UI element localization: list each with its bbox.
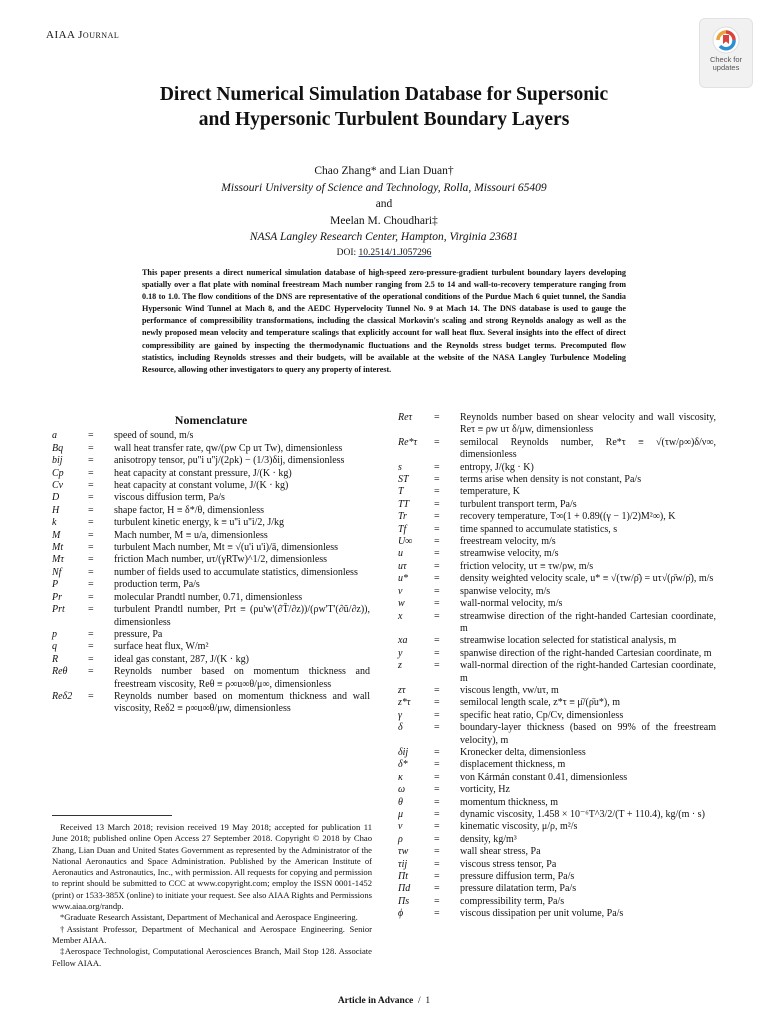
nomenclature-right-column — [398, 412, 716, 921]
nomenclature-entry — [398, 834, 716, 846]
nomenclature-entry — [52, 492, 370, 504]
doi-line — [60, 248, 708, 258]
nomenclature-entry — [52, 641, 370, 653]
nomenclature-equals: = — [434, 536, 440, 548]
nomenclature-entry — [398, 772, 716, 784]
nomenclature-entry — [398, 586, 716, 598]
nomenclature-definition: heat capacity at constant pressure, J/(K · kg) — [114, 467, 292, 479]
nomenclature-entry — [398, 896, 716, 908]
nomenclature-entry — [52, 666, 370, 691]
nomenclature-definition: semilocal length scale, z*τ ≡ μ̄/(ρ̄u*), m — [460, 697, 620, 709]
footnote: *Graduate Research Assistant, Department of Mechanical and Aerospace Engineering. — [60, 912, 358, 923]
nomenclature-symbol: u* — [398, 573, 408, 585]
nomenclature-entry — [398, 499, 716, 511]
nomenclature-definition: streamwise location selected for statistical analysis, m — [460, 635, 677, 647]
nomenclature-symbol: Prt — [52, 604, 65, 616]
nomenclature-definition: shape factor, H ≡ δ*/θ, dimensionless — [114, 504, 264, 516]
nomenclature-symbol: Mt — [52, 542, 64, 554]
nomenclature-entry — [52, 554, 370, 566]
nomenclature-entry — [398, 722, 716, 747]
nomenclature-symbol: v — [398, 585, 403, 597]
nomenclature-definition: wall-normal direction of the right-handed Cartesian coordinate, m — [460, 660, 716, 684]
nomenclature-symbol: Tr — [398, 511, 407, 523]
nomenclature-definition: streamwise velocity, m/s — [460, 548, 559, 560]
nomenclature-entry — [398, 412, 716, 437]
nomenclature-symbol: Πt — [398, 871, 408, 883]
nomenclature-symbol: Reτ — [398, 412, 413, 423]
nomenclature-entry — [398, 635, 716, 647]
nomenclature-definition: turbulent Prandtl number, Prt ≡ (ρu'w'(∂T̄/∂z))/(ρw'T'(∂ũ/∂z)), dimensionless — [114, 604, 370, 628]
nomenclature-heading: Nomenclature — [174, 413, 248, 427]
footnotes — [52, 822, 372, 969]
nomenclature-entry — [398, 598, 716, 610]
nomenclature-symbol: τij — [398, 858, 408, 870]
nomenclature-entry — [52, 604, 370, 629]
nomenclature-definition: Kronecker delta, dimensionless — [460, 746, 586, 758]
nomenclature-entry — [52, 455, 370, 467]
nomenclature-definition: streamwise direction of the right-handed Cartesian coordinate, m — [460, 610, 716, 634]
abstract: This paper presents a direct numerical simulation database of high-speed zero-pressure-gradient turbulent boundary layers developing spatially over a flat plate with nominal freestream Mach number ranging from 2.5 to 14 and wall-to-recovery temperature ranging from 0.18 to 1.0. The flow conditions of the DNS are representative of the operational conditions of the Purdue Mach 6 quiet tunnel, the Sandia Hypersonic Wind Tunnel at Mach 8, and the AEDC Hypervelocity Tunnel No. 9 at Mach 14. The DNS database is used to gauge the performance of compressibility transformations, including the classical Morkovin's scaling and strong Reynolds analogy as well as the newly proposed mean velocity and temperature scalings that explicitly account for wall heat flux. Several insights into the effect of direct compressibility are gained by inspecting the thermodynamic fluctuations and the Reynolds stress budget terms. Precomputed flow statistics, including Reynolds stresses and their budgets, will be available at the website of the NASA Langley Turbulence Modeling Resource, allowing other investigators to query any property of interest. — [142, 268, 626, 374]
nomenclature-equals: = — [434, 771, 440, 783]
nomenclature-equals: = — [434, 809, 440, 820]
nomenclature-entry — [52, 468, 370, 480]
nomenclature-definition: wall-normal velocity, m/s — [460, 598, 563, 610]
nomenclature-definition: density, kg/m³ — [460, 833, 517, 845]
nomenclature-definition: surface heat flux, W/m² — [114, 641, 209, 653]
nomenclature-definition: specific heat ratio, Cp/Cv, dimensionless — [460, 709, 624, 721]
nomenclature-equals: = — [434, 759, 440, 771]
nomenclature-equals: = — [88, 653, 94, 665]
authors-line-2: Meelan M. Choudhari‡ — [330, 214, 438, 227]
nomenclature-entry — [52, 517, 370, 529]
nomenclature-definition: viscous length, νw/uτ, m — [460, 684, 559, 696]
nomenclature-equals: = — [434, 833, 440, 845]
nomenclature-symbol: R — [52, 653, 59, 665]
nomenclature-equals: = — [88, 480, 94, 492]
nomenclature-symbol: D — [52, 492, 60, 504]
nomenclature-symbol: ν — [398, 821, 403, 833]
nomenclature-definition: pressure diffusion term, Pa/s — [460, 871, 575, 883]
nomenclature-definition: freestream velocity, m/s — [460, 536, 556, 548]
footer-label: Article in Advance — [337, 996, 414, 1006]
doi-link[interactable]: 10.2514/1.J057296 — [358, 248, 432, 258]
nomenclature-symbol: δ — [398, 722, 403, 734]
nomenclature-definition: turbulent Mach number, Mt ≡ √(u'i u'i)/ā, dimensionless — [114, 542, 339, 554]
nomenclature-entry — [398, 648, 716, 660]
nomenclature-equals: = — [88, 492, 94, 504]
nomenclature-symbol: zτ — [398, 684, 406, 696]
nomenclature-symbol: U∞ — [398, 536, 413, 548]
nomenclature-definition: von Kármán constant 0.41, dimensionless — [460, 771, 628, 783]
author-block — [60, 163, 708, 246]
nomenclature-symbol: M — [52, 529, 61, 541]
nomenclature-entry — [52, 430, 370, 442]
nomenclature-definition: recovery temperature, T∞(1 + 0.89((γ − 1)/2)M²∞), K — [460, 511, 676, 523]
nomenclature-symbol: Nf — [52, 566, 62, 578]
nomenclature-symbol: w — [398, 598, 405, 610]
nomenclature-symbol: bij — [52, 455, 63, 467]
nomenclature-symbol: Reδ2 — [52, 690, 73, 702]
nomenclature-symbol: y — [398, 647, 403, 659]
nomenclature-equals: = — [88, 579, 94, 591]
nomenclature-definition: turbulent transport term, Pa/s — [460, 498, 577, 510]
nomenclature-definition: momentum thickness, m — [460, 796, 559, 808]
footnote: †Assistant Professor, Department of Mechanical and Aerospace Engineering. Senior Member AIAA. — [52, 923, 372, 945]
nomenclature-symbol: δ* — [398, 759, 408, 771]
nomenclature-equals: = — [434, 660, 440, 672]
nomenclature-entry — [398, 437, 716, 462]
nomenclature-equals: = — [88, 504, 94, 516]
nomenclature-definition: kinematic viscosity, μ/ρ, m²/s — [460, 821, 578, 833]
nomenclature-definition: Reynolds number based on momentum thickness and wall viscosity, Reδ2 ≡ ρ∞u∞θ/μw, dimensionless — [114, 690, 370, 715]
nomenclature-equals: = — [434, 746, 440, 758]
nomenclature-equals: = — [88, 442, 94, 454]
nomenclature-equals: = — [434, 560, 440, 572]
nomenclature-definition: viscous diffusion term, Pa/s — [114, 492, 225, 504]
nomenclature-definition: vorticity, Hz — [460, 784, 510, 796]
nomenclature-symbol: δij — [398, 746, 409, 758]
nomenclature-definition: number of fields used to accumulate statistics, dimensionless — [114, 566, 358, 578]
nomenclature-equals: = — [434, 412, 440, 423]
nomenclature-equals: = — [88, 628, 94, 640]
nomenclature-definition: production term, Pa/s — [114, 579, 200, 591]
nomenclature-symbol: p — [52, 628, 57, 640]
nomenclature-equals: = — [434, 722, 440, 734]
nomenclature-definition: dynamic viscosity, 1.458 × 10⁻⁶T^3/2/(T + 110.4), kg/(m · s) — [460, 809, 705, 820]
nomenclature-symbol: Cp — [52, 467, 64, 479]
nomenclature-symbol: q — [52, 641, 57, 653]
nomenclature-entry — [52, 691, 370, 716]
nomenclature-symbol: Bq — [52, 442, 64, 454]
nomenclature-entry — [52, 567, 370, 579]
nomenclature-equals: = — [88, 641, 94, 653]
nomenclature-symbol: s — [398, 461, 402, 473]
nomenclature-symbol: θ — [398, 796, 403, 808]
nomenclature-entry — [398, 561, 716, 573]
nomenclature-entry — [398, 548, 716, 560]
nomenclature-entry — [398, 846, 716, 858]
nomenclature-equals: = — [434, 523, 440, 535]
nomenclature-symbol: Re*τ — [398, 436, 418, 448]
nomenclature-equals: = — [88, 690, 94, 702]
nomenclature-definition: anisotropy tensor, ρu''i u''j/(2ρk) − (1/3)δij, dimensionless — [114, 455, 345, 467]
nomenclature-definition: friction velocity, uτ ≡ τw/ρw, m/s — [460, 560, 594, 572]
nomenclature-symbol: z*τ — [398, 697, 411, 709]
nomenclature-entry — [398, 747, 716, 759]
footnote: ‡Aerospace Technologist, Computational Aerosciences Branch, Mail Stop 128. Associate Fellow AIAA. — [52, 946, 372, 968]
badge-line2: updates — [712, 63, 740, 72]
nomenclature-entry — [398, 908, 716, 920]
nomenclature-equals: = — [88, 666, 94, 678]
nomenclature-equals: = — [88, 591, 94, 603]
nomenclature-equals: = — [434, 610, 440, 622]
nomenclature-equals: = — [434, 511, 440, 523]
nomenclature-list-right — [398, 412, 716, 921]
nomenclature-definition: density weighted velocity scale, u* ≡ √(τw/ρ̄) = uτ√(ρ̄w/ρ̄), m/s — [460, 573, 714, 585]
nomenclature-equals: = — [88, 529, 94, 541]
nomenclature-definition: ideal gas constant, 287, J/(K · kg) — [114, 653, 249, 665]
nomenclature-entry — [398, 871, 716, 883]
nomenclature-entry — [398, 883, 716, 895]
footnote-rule — [52, 815, 172, 816]
nomenclature-symbol: Πs — [398, 895, 410, 907]
nomenclature-symbol: τw — [398, 846, 409, 858]
nomenclature-symbol: u — [398, 548, 403, 560]
nomenclature-entry — [52, 505, 370, 517]
nomenclature-definition: Reynolds number based on momentum thickness and freestream viscosity, Reθ ≡ ρ∞u∞θ/μ∞, dimensionless — [114, 666, 370, 690]
nomenclature-definition: turbulent kinetic energy, k ≡ u''i u''i/2, J/kg — [114, 517, 285, 529]
nomenclature-definition: spanwise velocity, m/s — [460, 585, 551, 597]
nomenclature-entry — [398, 784, 716, 796]
nomenclature-equals: = — [434, 635, 440, 647]
nomenclature-equals: = — [434, 796, 440, 808]
nomenclature-equals: = — [434, 585, 440, 597]
nomenclature-entry — [52, 592, 370, 604]
nomenclature-definition: displacement thickness, m — [460, 759, 566, 771]
nomenclature-equals: = — [434, 598, 440, 610]
nomenclature-entry — [52, 629, 370, 641]
nomenclature-entry — [398, 710, 716, 722]
nomenclature-equals: = — [88, 604, 94, 616]
nomenclature-equals: = — [88, 566, 94, 578]
nomenclature-definition: speed of sound, m/s — [114, 430, 194, 442]
nomenclature-list-left — [52, 430, 370, 715]
nomenclature-entry — [398, 697, 716, 709]
nomenclature-equals: = — [434, 883, 440, 895]
footnote: Received 13 March 2018; revision received 19 May 2018; accepted for publication 11 June 2018; published online Open Access 27 September 2018. Copyright © 2018 by Chao Zhang, Lian Duan and United States Government as represented by the Administrator of the National Aeronautics and Space Administration. Published by the American Institute of Aeronautics and Astronautics, Inc., with permission. All requests for copying and permission to reprint should be submitted to CCC at www.copyright.com; employ the ISSN 0001-1452 (print) or 1533-385X (online) to initiate your request. See also AIAA Rights and Permissions www.aiaa.org/randp. — [52, 822, 372, 912]
nomenclature-entry — [398, 462, 716, 474]
nomenclature-definition: boundary-layer thickness (based on 99% of the freestream velocity), m — [460, 722, 716, 746]
nomenclature-entry — [52, 480, 370, 492]
nomenclature-entry — [52, 654, 370, 666]
nomenclature-entry — [52, 530, 370, 542]
nomenclature-definition: wall shear stress, Pa — [460, 846, 541, 858]
nomenclature-definition: friction Mach number, uτ/(γRTw)^1/2, dimensionless — [114, 554, 328, 566]
nomenclature-entry — [398, 474, 716, 486]
nomenclature-definition: temperature, K — [460, 486, 520, 498]
nomenclature-entry — [398, 660, 716, 685]
nomenclature-equals: = — [434, 871, 440, 883]
nomenclature-definition: spanwise direction of the right-handed Cartesian coordinate, m — [460, 647, 712, 659]
nomenclature-symbol: Mτ — [52, 554, 64, 566]
authors-and: and — [375, 198, 393, 210]
nomenclature-entry — [398, 611, 716, 636]
nomenclature-entry — [398, 486, 716, 498]
page-number: 1 — [425, 996, 431, 1006]
nomenclature-entry — [398, 524, 716, 536]
nomenclature-equals: = — [434, 486, 440, 498]
nomenclature-definition: molecular Prandtl number, 0.71, dimensionless — [114, 591, 303, 603]
nomenclature-symbol: TT — [398, 498, 410, 510]
nomenclature-definition: semilocal Reynolds number, Re*τ ≡ √(τw/ρ∞)δ/ν∞, dimensionless — [460, 436, 716, 461]
nomenclature-left-column — [52, 412, 370, 716]
nomenclature-symbol: k — [52, 517, 57, 529]
doi-prefix: DOI: — [336, 248, 359, 258]
nomenclature-symbol: x — [398, 610, 403, 622]
nomenclature-entry — [398, 573, 716, 585]
nomenclature-entry — [398, 797, 716, 809]
nomenclature-definition: heat capacity at constant volume, J/(K · kg) — [114, 480, 289, 492]
nomenclature-equals: = — [88, 554, 94, 566]
nomenclature-symbol: uτ — [398, 560, 407, 572]
nomenclature-equals: = — [88, 430, 94, 442]
nomenclature-definition: entropy, J/(kg · K) — [460, 461, 534, 473]
nomenclature-definition: terms arise when density is not constant, Pa/s — [460, 474, 642, 486]
nomenclature-equals: = — [434, 474, 440, 486]
nomenclature-definition: viscous dissipation per unit volume, Pa/s — [460, 908, 624, 920]
journal-name: AIAA Journal — [46, 29, 120, 41]
nomenclature-symbol: Reθ — [52, 666, 68, 678]
nomenclature-definition: viscous stress tensor, Pa — [460, 858, 557, 870]
nomenclature-equals: = — [434, 784, 440, 796]
nomenclature-symbol: xa — [398, 635, 408, 647]
check-for-updates-badge[interactable] — [699, 18, 753, 88]
nomenclature-equals: = — [434, 895, 440, 907]
nomenclature-equals: = — [88, 542, 94, 554]
nomenclature-symbol: P — [52, 579, 59, 591]
nomenclature-entry — [52, 542, 370, 554]
nomenclature-symbol: κ — [398, 771, 403, 783]
nomenclature-symbol: T — [398, 486, 404, 498]
nomenclature-equals: = — [88, 517, 94, 529]
nomenclature-symbol: μ — [398, 809, 404, 820]
nomenclature-equals: = — [434, 573, 440, 585]
nomenclature-entry — [398, 759, 716, 771]
nomenclature-symbol: γ — [398, 709, 402, 721]
nomenclature-equals: = — [434, 684, 440, 696]
nomenclature-definition: Reynolds number based on shear velocity and wall viscosity, Reτ ≡ ρw uτ δ/μw, dimensionless — [460, 412, 716, 436]
nomenclature-symbol: ω — [398, 784, 406, 796]
nomenclature-definition: wall heat transfer rate, qw/(ρw Cp uτ Tw), dimensionless — [114, 442, 343, 454]
nomenclature-definition: time spanned to accumulate statistics, s — [460, 523, 618, 535]
nomenclature-entry — [398, 859, 716, 871]
badge-line1: Check for — [709, 55, 743, 64]
nomenclature-definition: compressibility term, Pa/s — [460, 895, 565, 907]
nomenclature-symbol: H — [52, 504, 60, 516]
nomenclature-symbol: z — [398, 660, 402, 672]
nomenclature-equals: = — [434, 908, 440, 920]
nomenclature-symbol: ρ — [398, 833, 403, 845]
nomenclature-equals: = — [434, 821, 440, 833]
nomenclature-equals: = — [88, 467, 94, 479]
nomenclature-entry — [52, 443, 370, 455]
nomenclature-equals: = — [434, 498, 440, 510]
title-line-2: and Hypersonic Turbulent Boundary Layers — [198, 109, 570, 130]
nomenclature-definition: pressure, Pa — [114, 628, 163, 640]
nomenclature-entry — [398, 511, 716, 523]
nomenclature-equals: = — [88, 455, 94, 467]
nomenclature-symbol: Πd — [398, 883, 411, 895]
nomenclature-equals: = — [434, 846, 440, 858]
authors-line-1: Chao Zhang* and Lian Duan† — [314, 165, 454, 177]
nomenclature-entry — [52, 579, 370, 591]
paper-title — [60, 82, 708, 132]
page-footer — [0, 996, 768, 1006]
nomenclature-equals: = — [434, 548, 440, 560]
nomenclature-definition: pressure dilatation term, Pa/s — [460, 883, 577, 895]
nomenclature-symbol: Pr — [52, 591, 62, 603]
nomenclature-symbol: ST — [398, 474, 409, 486]
footer-separator: / — [418, 996, 421, 1006]
nomenclature-entry — [398, 809, 716, 821]
nomenclature-entry — [398, 536, 716, 548]
nomenclature-equals: = — [434, 709, 440, 721]
nomenclature-symbol: ϕ — [398, 908, 404, 920]
nomenclature-equals: = — [434, 858, 440, 870]
check-for-updates-icon — [712, 26, 740, 54]
nomenclature-entry — [398, 685, 716, 697]
nomenclature-symbol: Cv — [52, 480, 64, 492]
nomenclature-equals: = — [434, 697, 440, 709]
nomenclature-definition: Mach number, M ≡ u/a, dimensionless — [114, 529, 268, 541]
title-line-1: Direct Numerical Simulation Database for Supersonic — [159, 84, 609, 105]
nomenclature-equals: = — [434, 461, 440, 473]
affiliation-2: NASA Langley Research Center, Hampton, Virginia 23681 — [249, 231, 519, 243]
nomenclature-equals: = — [434, 647, 440, 659]
nomenclature-entry — [398, 821, 716, 833]
nomenclature-symbol: Tf — [398, 523, 407, 535]
nomenclature-symbol: a — [52, 430, 57, 442]
affiliation-1: Missouri University of Science and Technology, Rolla, Missouri 65409 — [221, 181, 547, 194]
nomenclature-equals: = — [434, 436, 440, 448]
